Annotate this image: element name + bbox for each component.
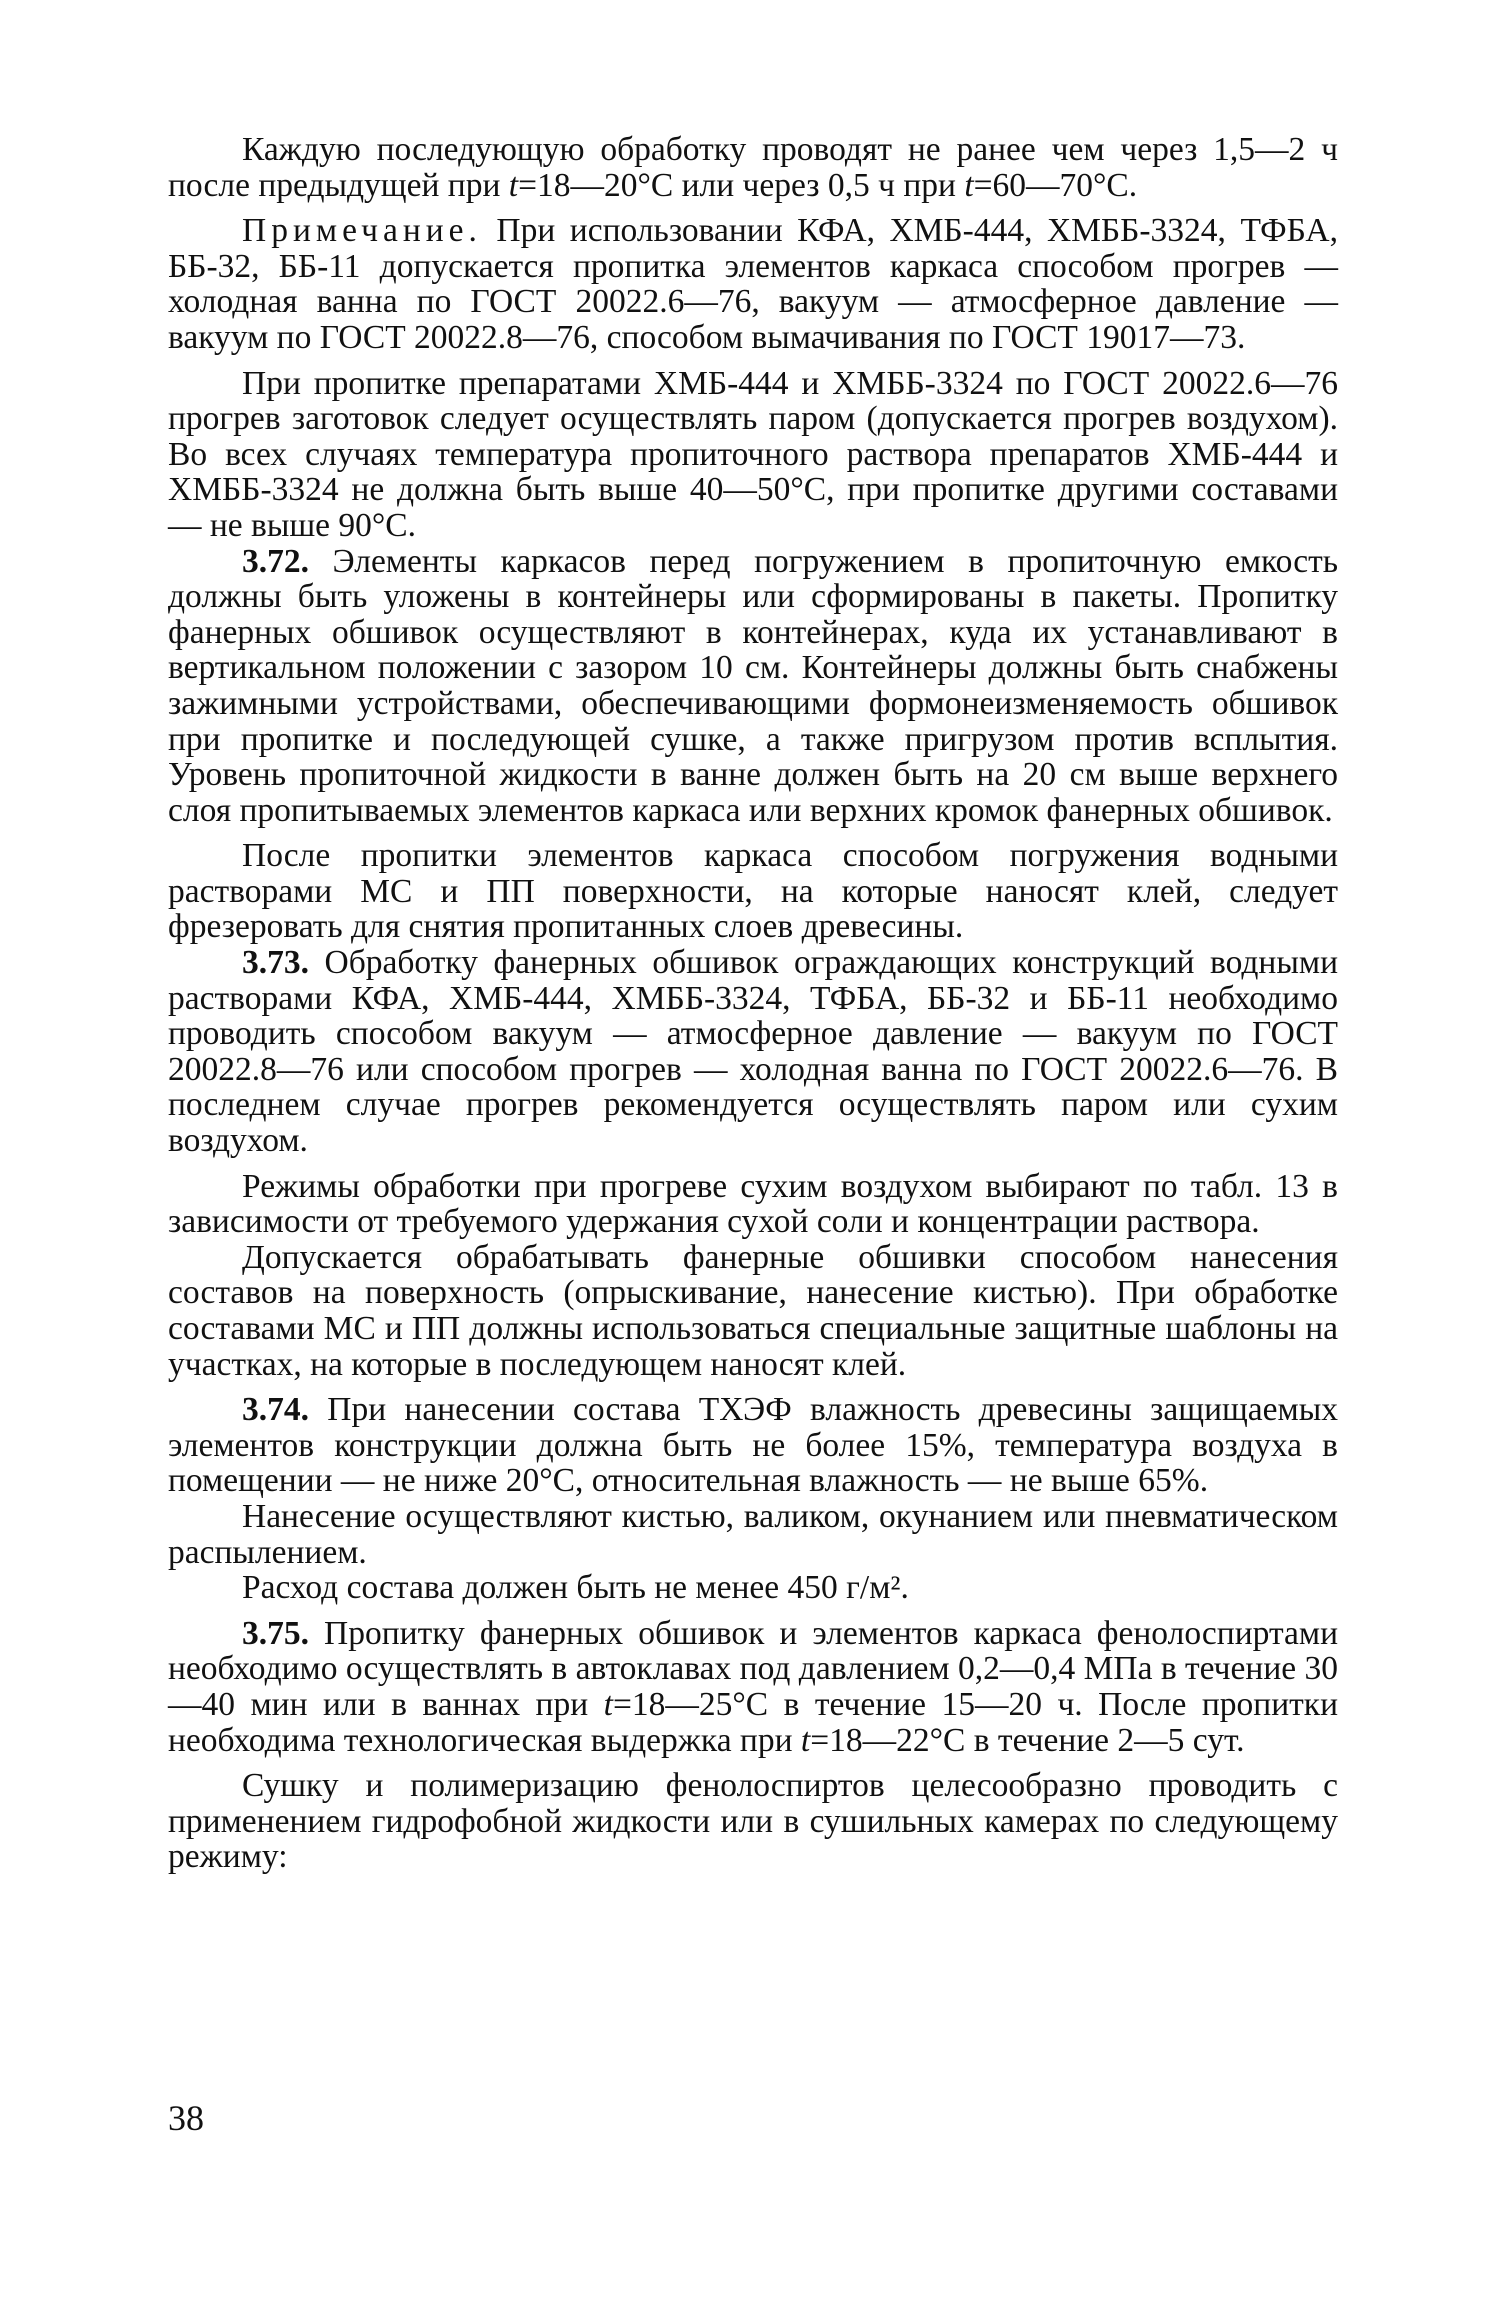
page-number: 38 [168, 2098, 204, 2138]
paragraph: После пропитки элементов каркаса способом погружения водными растворами МС и ПП поверхности, на которые наносят клей, следует фрезеровать для снятия пропитанных слоев древесины. [168, 837, 1338, 946]
text: =60—70°С. [973, 166, 1138, 204]
section-number: 3.72. [242, 542, 309, 580]
section-number: 3.74. [242, 1391, 309, 1429]
temperature-symbol: t [964, 166, 974, 204]
text: Обработку фанерных обшивок ограждающих конструкций водными растворами КФА, ХМБ-444, ХМББ-3324, ТФБА, ББ-32 и ББ-11 необходимо проводить способом вакуум — атмосферное давление — вакуум по ГОСТ 20022.8—76 или способом прогрев — холодная ванна по ГОСТ 20022.6—76. В последнем случае прогрев рекомендуется осуществлять паром или сухим воздухом. [168, 944, 1338, 1160]
paragraph: При пропитке препаратами ХМБ-444 и ХМББ-3324 по ГОСТ 20022.6—76 прогрев заготовок следует осуществлять паром (допускается прогрев воздухом). Во всех случаях температура пропиточного раствора препаратов ХМБ-444 и ХМББ-3324 не должна быть выше 40—50°С, при пропитке другими составами — не выше 90°С. [168, 364, 1338, 544]
text: При использовании КФА, ХМБ-444, ХМББ-3324, ТФБА, ББ-32, ББ-11 допускается пропитка элементов каркаса способом прогрев — холодная ванна по ГОСТ 20022.6—76, вакуум — атмосферное давление — вакуум по ГОСТ 20022.8—76, способом вымачивания по ГОСТ 19017—73. [168, 212, 1338, 356]
paragraph: Нанесение осуществляют кистью, валиком, окунанием или пневматическом распылением. [168, 1497, 1338, 1571]
section-3-74 [168, 1392, 1338, 1499]
text: =18—25°С в течение 15—20 ч. После пропитки необходима технологическая выдержка при [168, 1685, 1338, 1759]
paragraph: Допускается обрабатывать фанерные обшивки способом нанесения составов на поверхность (опрыскивание, нанесение кистью). При обработке составами МС и ПП должны использоваться специальные защитные шаблоны на участках, на которые в последующем наносят клей. [168, 1238, 1338, 1383]
section-number: 3.75. [242, 1614, 309, 1652]
temperature-symbol: t [603, 1685, 613, 1723]
text: =18—22°С в течение 2—5 сут. [810, 1721, 1245, 1759]
note-paragraph [168, 213, 1338, 355]
temperature-symbol: t [800, 1721, 811, 1759]
page-text [168, 132, 1338, 1875]
section-3-72 [168, 544, 1338, 829]
text: Пропитку фанерных обшивок и элементов каркаса фенолоспиртами необходимо осуществлять в автоклавах под давлением 0,2—0,4 МПа в течение 30—40 мин или в ваннах при [168, 1614, 1338, 1723]
paragraph: Расход состава должен быть не менее 450 г/м². [242, 1569, 909, 1607]
paragraph: Режимы обработки при прогреве сухим воздухом выбирают по табл. 13 в зависимости от требуемого удержания сухой соли и концентрации раствора. [168, 1167, 1338, 1241]
text: Каждую последующую обработку проводят не ранее чем через 1,5—2 ч после предыдущей при [168, 131, 1338, 204]
section-number: 3.73. [242, 944, 309, 982]
section-3-73 [168, 945, 1338, 1159]
note-label: Примечание. [242, 212, 482, 250]
text: При нанесении состава ТХЭФ влажность древесины защищаемых элементов конструкции должна быть не более 15%, температура воздуха в помещении — не ниже 20°С, относительная влажность — не выше 65%. [168, 1391, 1338, 1500]
temperature-symbol: t [508, 166, 519, 204]
text: =18—20°С или через 0,5 ч при [518, 166, 965, 204]
paragraph: Сушку и полимеризацию фенолоспиртов целесообразно проводить с применением гидрофобной жидкости или в сушильных камерах по следующему режиму: [168, 1767, 1338, 1876]
paragraph [168, 132, 1338, 203]
section-3-75 [168, 1616, 1338, 1758]
text: Элементы каркасов перед погружением в пропиточную емкость должны быть уложены в контейнеры или сформированы в пакеты. Пропитку фанерных обшивок осуществляют в контейнерах, куда их устанавливают в вертикальном положении с зазором 10 см. Контейнеры должны быть снабжены зажимными устройствами, обеспечивающими формонеизменяемость обшивок при пропитке и последующей сушке, а также пригрузом против всплытия. Уровень пропиточной жидкости в ванне должен быть на 20 см выше верхнего слоя пропитываемых элементов каркаса или верхних кромок фанерных обшивок. [168, 542, 1338, 829]
